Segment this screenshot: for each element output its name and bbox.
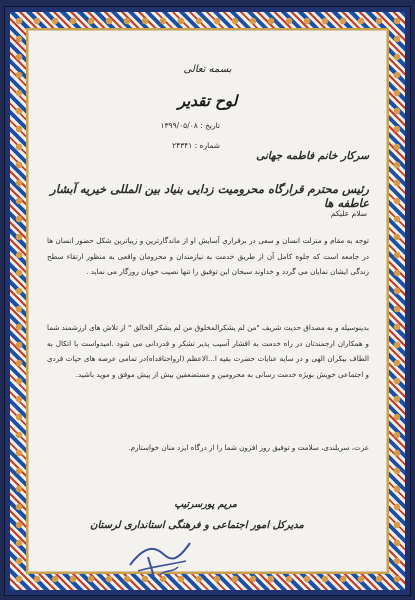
signer-title: مدیرکل امور اجتماعی و فرهنگی استانداری لرستان xyxy=(90,520,304,531)
signer-name: مریم پورسرتیپ xyxy=(174,499,237,510)
number-label: شماره xyxy=(199,141,220,150)
certificate-title: لوح تقدیر xyxy=(177,92,238,110)
date-row: تاریخ : ۱۳۹۹/۰۵/۰۸ xyxy=(160,121,220,130)
salutation: سلام علیکم xyxy=(330,209,367,218)
number-row: شماره : ۲۴۳۴۱ xyxy=(172,141,220,150)
certificate-paper xyxy=(28,30,387,580)
bismillah: بسمه تعالی xyxy=(183,64,232,75)
bottom-mark: ... xyxy=(210,574,216,580)
paragraph-2: بدینوسیله و به مصداق حدیث شریف "من لم یشکرالمخلوق من لم یشکر الخالق " از تلاش های ارزشمند شما و همکاران ارجمندتان در راه خدمت به اقشار آسیب پذیر تشکر و قدردانی می شود .امیدواست با اتکال به الطاف بیکران الهی و در سایه عنایات حضرت بقیه ا...الاعظم (ارواحنافداه)در تمامی عرصه های حیات فردی و اجتماعی خویش بویژه خدمت رسانی به محرومین و مستضعفین بیش از پیش موفق و موید باشید. xyxy=(47,323,369,379)
number-value: ۲۴۳۴۱ xyxy=(172,141,193,150)
date-value: ۱۳۹۹/۰۵/۰۸ xyxy=(160,121,198,130)
date-label: تاریخ xyxy=(205,121,220,130)
paragraph-1: توجه به مقام و منزلت انسان و سعی در برقراری آسایش او از ماندگارترین و زیباترین شکل حضور انسان ها در جامعه است که جلوه کامل آن از طریق خدمت به نیازمندان و محرومان واقعی به منظور ارتقاء سطح زندگی ایشان نمایان می گردد و خداوند سبحان این توفیق را تنها نصیب خوبان روزگار می نماید . xyxy=(47,236,369,276)
sub-addressee: رئیس محترم قرارگاه محرومیت زدایی بنیاد بین المللی خیریه آبشار عاطفه ها xyxy=(50,182,369,210)
closing-line: عزت، سربلندی، سلامت و توفیق روز افزون شما را از درگاه ایزد منان خواستارم. xyxy=(128,443,369,452)
addressee: سرکار خانم فاطمه جهانی xyxy=(256,150,369,162)
